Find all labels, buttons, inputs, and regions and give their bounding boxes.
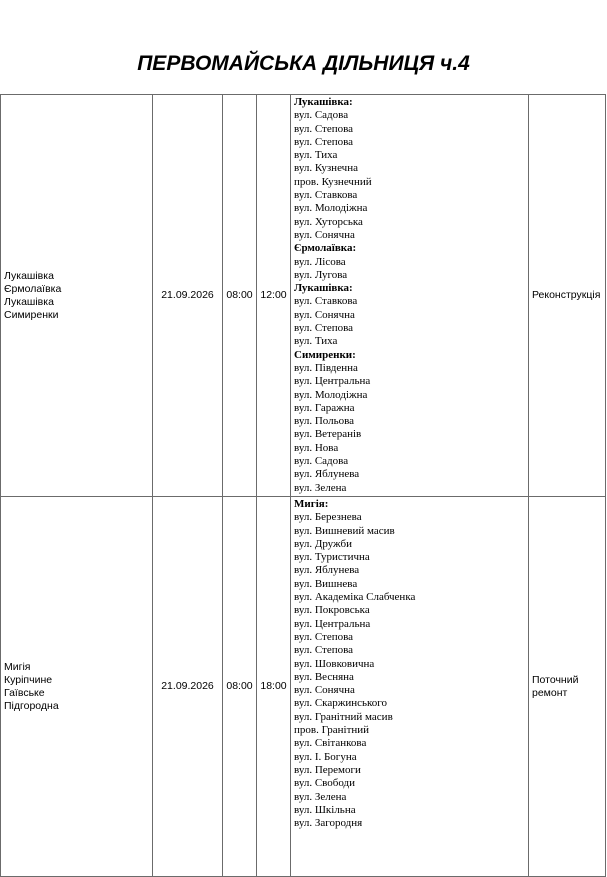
street-name: вул. Центральна <box>294 617 371 630</box>
street-name: вул. Туристична <box>294 551 370 564</box>
street-name: вул. Шовковична <box>294 657 375 670</box>
reason-cell <box>529 95 606 497</box>
settlement-name: Лукашівка <box>4 269 54 282</box>
settlement-name: Гаївське <box>4 686 45 699</box>
settlement-heading: Лукашівка: <box>294 96 353 108</box>
reason-cell <box>529 497 606 877</box>
street-name: вул. Яблунева <box>294 468 360 481</box>
street-name: вул. Загородня <box>294 817 363 830</box>
streets-cell <box>291 497 529 877</box>
streets-cell <box>291 95 529 497</box>
street-name: вул. Гранітний масив <box>294 710 393 723</box>
street-name: вул. Південна <box>294 361 358 374</box>
street-name: вул. Скаржинського <box>294 697 388 710</box>
street-name: вул. Степова <box>294 644 354 657</box>
page-title: ПЕРВОМАЙСЬКА ДІЛЬНИЦЯ ч.4 <box>137 52 470 75</box>
street-name: вул. Лугова <box>294 268 348 281</box>
table-row <box>1 95 606 497</box>
start-time-cell: 08:00 <box>223 497 257 877</box>
street-name: вул. Хуторська <box>294 215 363 228</box>
settlement-name: Куріпчине <box>4 673 53 686</box>
start-time-cell: 08:00 <box>223 95 257 497</box>
street-name: вул. Ставкова <box>294 189 358 202</box>
settlement-name: Єрмолаївка <box>4 282 62 295</box>
settlement-heading: Мигія: <box>294 498 329 510</box>
street-name: вул. Сонячна <box>294 684 355 697</box>
street-name: вул. Садова <box>294 455 349 468</box>
street-name: вул. Нова <box>294 441 339 454</box>
street-name: вул. Весняна <box>294 670 354 683</box>
date-cell: 21.09.2026 <box>153 95 223 497</box>
street-name: вул. Гаражна <box>294 401 355 414</box>
street-name: вул. Степова <box>294 322 354 335</box>
street-name: вул. Лісова <box>294 255 346 268</box>
end-time-cell: 18:00 <box>257 497 291 877</box>
table-row <box>1 497 606 877</box>
street-name: пров. Гранітний <box>294 724 370 737</box>
reason-text: ремонт <box>532 686 568 699</box>
street-name: вул. Сонячна <box>294 228 355 241</box>
street-name: вул. Степова <box>294 630 354 643</box>
settlement-name: Підгородна <box>4 699 59 712</box>
street-name: вул. Вишнева <box>294 577 358 590</box>
street-name: вул. Світанкова <box>294 737 367 750</box>
settlement-heading: Симиренки: <box>294 348 356 361</box>
street-name: вул. Перемоги <box>294 763 361 776</box>
date-cell: 21.09.2026 <box>153 497 223 877</box>
settlements-cell <box>1 95 153 497</box>
street-name: вул. Ставкова <box>294 295 358 308</box>
reason-text: Реконструкція <box>532 289 601 301</box>
street-name: вул. Зелена <box>294 790 347 803</box>
street-name: вул. Ветеранів <box>294 428 362 441</box>
street-name: вул. І. Богуна <box>294 750 357 763</box>
outage-schedule-table <box>0 94 606 877</box>
street-name: вул. Шкільна <box>294 803 356 816</box>
street-name: вул. Садова <box>294 109 349 122</box>
street-name: вул. Вишневий масив <box>294 524 395 537</box>
street-name: вул. Степова <box>294 135 354 148</box>
end-time-cell: 12:00 <box>257 95 291 497</box>
settlements-cell <box>1 497 153 877</box>
street-name: вул. Степова <box>294 122 354 135</box>
street-name: вул. Молодіжна <box>294 388 368 401</box>
street-name: вул. Тиха <box>294 335 338 348</box>
street-name: вул. Центральна <box>294 375 371 388</box>
street-name: вул. Березнева <box>294 511 362 524</box>
street-name: вул. Яблунева <box>294 564 360 577</box>
settlement-heading: Єрмолаївка: <box>294 242 357 255</box>
settlement-name: Симиренки <box>4 308 59 321</box>
street-name: пров. Кузнечний <box>294 175 372 188</box>
street-name: вул. Тиха <box>294 149 338 162</box>
street-name: вул. Польова <box>294 415 355 428</box>
street-name: вул. Академіка Слабченка <box>294 591 416 604</box>
street-name: вул. Дружби <box>294 537 352 550</box>
settlement-name: Мигія <box>4 660 31 673</box>
settlement-name: Лукашівка <box>4 295 54 308</box>
street-name: вул. Кузнечна <box>294 162 358 175</box>
street-name: вул. Зелена <box>294 481 347 494</box>
reason-text: Поточний <box>532 673 579 686</box>
street-name: вул. Покровська <box>294 604 370 617</box>
street-name: вул. Сонячна <box>294 308 355 321</box>
settlement-heading: Лукашівка: <box>294 282 353 295</box>
street-name: вул. Молодіжна <box>294 202 368 215</box>
street-name: вул. Свободи <box>294 777 356 790</box>
